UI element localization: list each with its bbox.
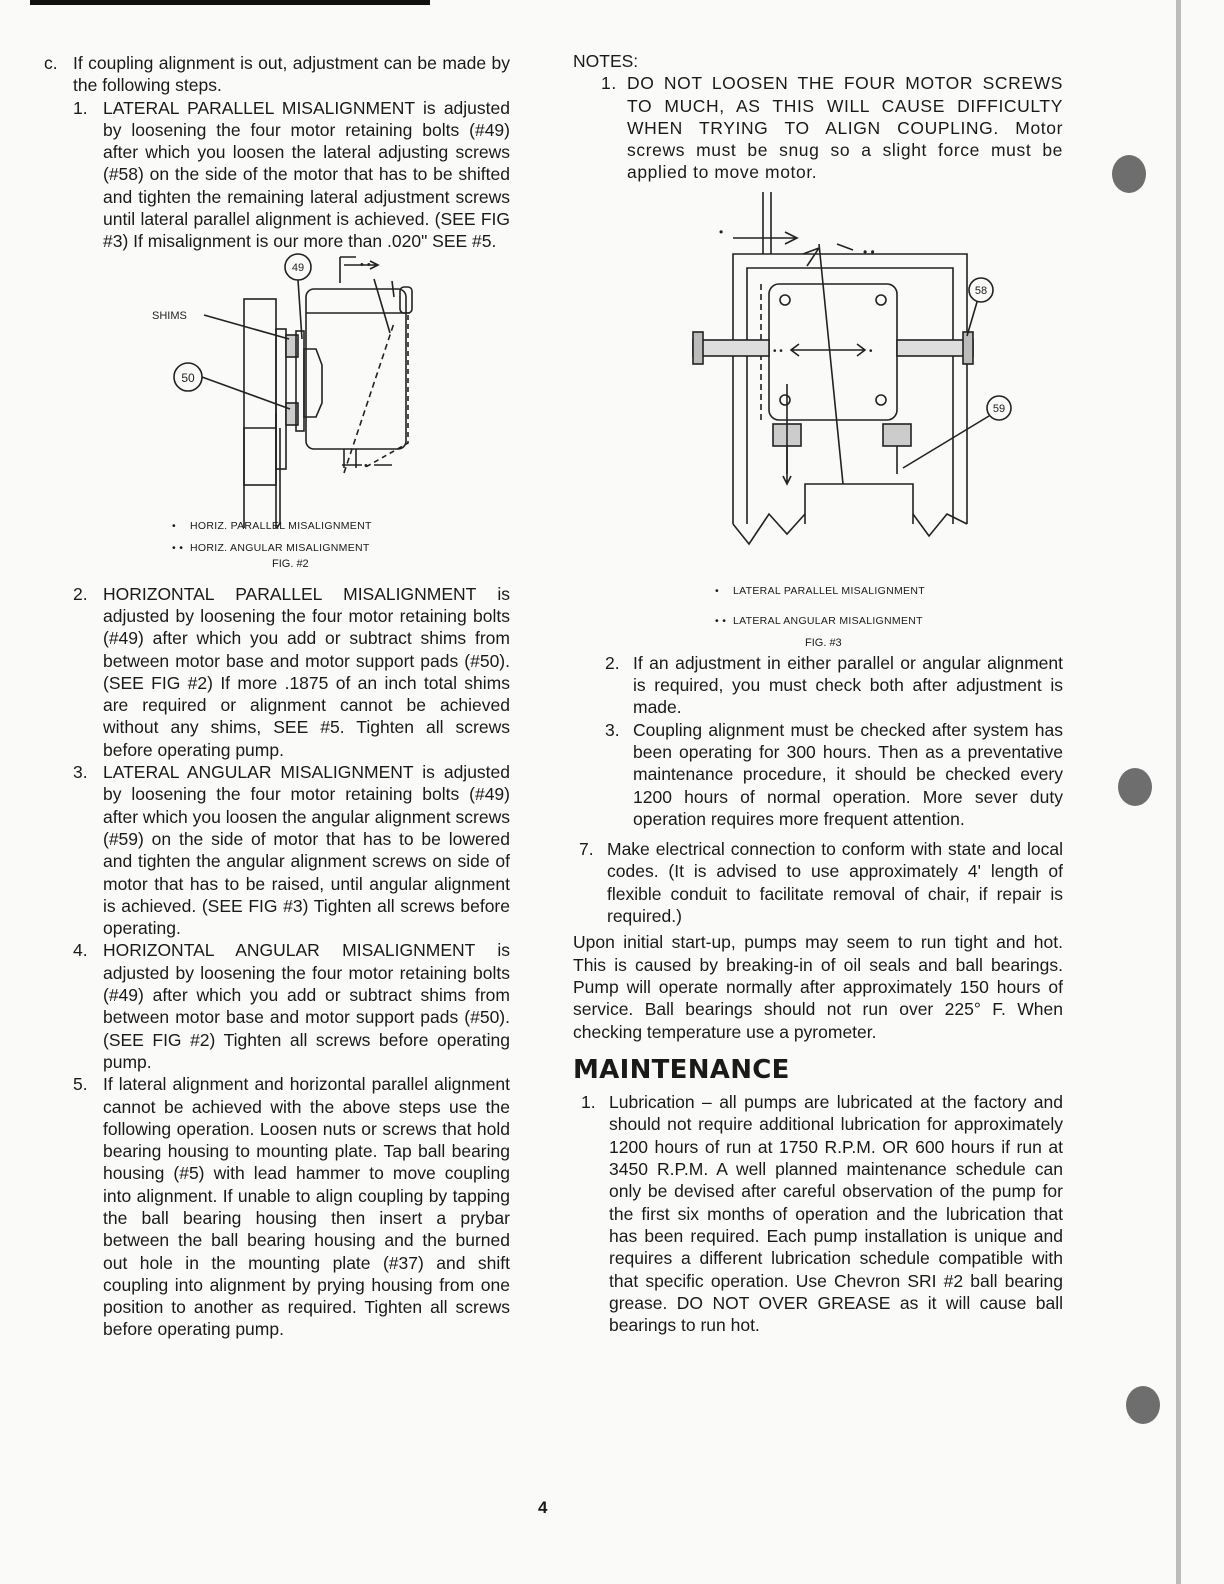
callout-49: 49 bbox=[291, 261, 305, 274]
left-column bbox=[44, 52, 510, 1341]
dimension-mark: • bbox=[719, 224, 724, 239]
step-c-text: If coupling alignment is out, adjustment can be made by the following steps. bbox=[73, 53, 510, 96]
note-text: DO NOT LOOSEN THE FOUR MOTOR SCREWS TO MUCH, AS THIS WILL CAUSE DIFFICULTY WHEN TRYING TO ALIGN COUPLING. Motor screws must be snug so a slight force must be applied to move motor. bbox=[627, 73, 1063, 183]
legend-mark: • • bbox=[172, 541, 184, 554]
dimension-mark: • • bbox=[360, 258, 371, 271]
figure-3-legend bbox=[715, 576, 925, 636]
figure-3 bbox=[573, 184, 1063, 652]
legend-text: LATERAL ANGULAR MISALIGNMENT bbox=[733, 614, 923, 627]
item-text: Lubrication – all pumps are lubricated at the factory and should not require additional lubrication for approximately 1200 hours of run at 1750 R.P.M. OR 600 hours if run at 3450 R.P.M. A well planned maintenance schedule can only be devised after careful observation of the pump for the first six months of operation and the lubrication that has been required. Each pump installation is unique and requires a different lubrication schedule compatible with that specific operation. Use Chevron SRI #2 ball bearing grease. DO NOT OVER GREASE as it will cause ball bearings to run hot. bbox=[609, 1092, 1063, 1336]
step-number: 5. bbox=[73, 1074, 88, 1095]
step-text: LATERAL PARALLEL MISALIGNMENT is adjusted by loosening the four motor retaining bolts (#49) after which you loosen the lateral adjusting screws (#58) on the side of the motor that has to be shifted and tighten the remaining lateral adjustment screws until lateral parallel alignment is achieved. (SEE FIG #3) If misalignment is our more than .020" SEE #5. bbox=[103, 97, 510, 252]
note-number: 3. bbox=[605, 719, 620, 740]
step-1 bbox=[73, 97, 510, 253]
note-text: Coupling alignment must be checked after system has been operating for 300 hours. Then as a preventative maintenance procedure, it should be checked every 1200 hours of normal operation. More sever duty operation requires more frequent attention. bbox=[633, 719, 1063, 829]
figure-2 bbox=[44, 253, 510, 583]
legend-mark: • bbox=[715, 584, 719, 597]
step-number: 3. bbox=[73, 762, 88, 783]
step-4 bbox=[73, 939, 510, 1073]
legend-mark: • • bbox=[715, 614, 727, 627]
legend-row bbox=[172, 515, 372, 537]
item-text: Make electrical connection to conform with state and local codes. (It is advised to use approximately 4' length of flexible conduit to facilitate removal of chair, if repair is required.) bbox=[607, 839, 1063, 927]
callout-59: 59 bbox=[992, 402, 1006, 415]
legend-row bbox=[715, 576, 925, 606]
legend-mark: • bbox=[172, 519, 176, 532]
dimension-mark: • bbox=[364, 459, 368, 472]
page-edge bbox=[1176, 0, 1181, 1584]
step-number: 4. bbox=[73, 940, 88, 961]
legend-text: HORIZ. PARALLEL MISALIGNMENT bbox=[190, 519, 372, 532]
page-number: 4 bbox=[538, 1498, 548, 1517]
callout-50: 50 bbox=[181, 370, 195, 385]
step-c bbox=[44, 52, 510, 1341]
step-5 bbox=[73, 1073, 510, 1341]
note-2 bbox=[605, 652, 1063, 719]
top-scan-bar bbox=[30, 0, 430, 5]
dimension-mark: • bbox=[869, 345, 873, 357]
figure-3-caption: FIG. #3 bbox=[805, 636, 842, 649]
item-7 bbox=[579, 838, 1063, 927]
step-text: HORIZONTAL PARALLEL MISALIGNMENT is adjusted by loosening the four motor retaining bolts (#49) after which you add or subtract shims from between motor base and motor support pads (#50). (SEE FIG #2) If more .1875 of an inch total shims are required or alignment cannot be achieved without any shims, SEE #5. Tighten all screws before operating pump. bbox=[103, 583, 510, 760]
right-column bbox=[573, 50, 1063, 1336]
startup-paragraph: Upon initial start-up, pumps may seem to run tight and hot. This is caused by breaking-in of oil seals and ball bearings. Pump will operate normally after approximately 150 hours of service. Ball bearings should not run over 225° F. When checking temperature use a pyrometer. bbox=[573, 932, 1063, 1042]
note-number: 1. bbox=[601, 73, 617, 94]
binder-hole-bottom bbox=[1126, 1386, 1160, 1424]
dimension-mark: • • bbox=[863, 244, 875, 259]
step-c-label: c. bbox=[44, 53, 58, 73]
maintenance-item-1 bbox=[581, 1091, 1063, 1336]
figure-3-diagram bbox=[573, 184, 1063, 564]
step-text: If lateral alignment and horizontal parallel alignment cannot be achieved with the above steps use the following operation. Loosen nuts or screws that hold bearing housing to mounting plate. Tap ball bearing housing (#5) with lead hammer to move coupling into alignment. If unable to align coupling by tapping the ball bearing housing then insert a prybar between the ball bearing housing and the burned out hole in the mounting plate (#37) and shift coupling into alignment by prying housing from one position to another as required. Tighten all screws before operating pump. bbox=[103, 1074, 510, 1340]
notes-title: NOTES: bbox=[573, 51, 639, 71]
callout-58: 58 bbox=[974, 284, 988, 297]
binder-hole-middle bbox=[1118, 768, 1152, 806]
legend-text: LATERAL PARALLEL MISALIGNMENT bbox=[733, 584, 925, 597]
figure-2-diagram bbox=[44, 253, 510, 528]
note-number: 2. bbox=[605, 652, 620, 673]
note-3 bbox=[605, 719, 1063, 830]
step-3 bbox=[73, 761, 510, 939]
step-number: 1. bbox=[73, 97, 88, 118]
dimension-mark: • • bbox=[773, 345, 783, 357]
figure-2-caption: FIG. #2 bbox=[272, 557, 309, 570]
binder-hole-top bbox=[1112, 155, 1146, 193]
maintenance-heading: MAINTENANCE bbox=[573, 1054, 790, 1085]
legend-text: HORIZ. ANGULAR MISALIGNMENT bbox=[190, 541, 370, 554]
note-text: If an adjustment in either parallel or angular alignment is required, you must check both after adjustment is made. bbox=[633, 652, 1063, 718]
step-text: HORIZONTAL ANGULAR MISALIGNMENT is adjusted by loosening the four motor retaining bolts (#49) after which you add or subtract shims from between motor base and motor support pads (#50). (SEE FIG #2) Tighten all screws before operating pump. bbox=[103, 940, 510, 1072]
step-text: LATERAL ANGULAR MISALIGNMENT is adjusted by loosening the four motor retaining bolts (#49) after which you loosen the angular alignment screws (#59) on the side of motor that has to be lowered and tighten the angular alignment screws on side of motor that has to be raised, until angular alignment is achieved. (SEE FIG #3) Tighten all screws before operating. bbox=[103, 762, 510, 939]
step-2 bbox=[73, 583, 510, 761]
note-1 bbox=[601, 72, 1063, 183]
item-number: 1. bbox=[581, 1092, 596, 1113]
item-number: 7. bbox=[579, 839, 594, 860]
shims-label: SHIMS bbox=[152, 309, 187, 322]
step-number: 2. bbox=[73, 583, 88, 604]
